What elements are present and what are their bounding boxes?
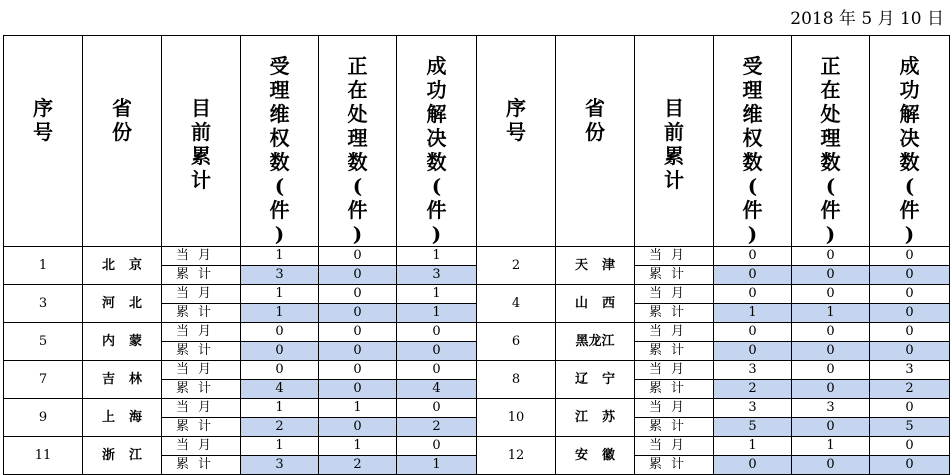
province-cell: 江苏 — [556, 399, 635, 437]
header-resolved: 成 功 解 决 数 ( 件 ) — [397, 36, 477, 247]
seq-cell: 12 — [477, 437, 556, 475]
value-cell: 3 — [714, 399, 792, 418]
header-row — [4, 36, 950, 247]
seq-cell: 8 — [477, 361, 556, 399]
province-cell: 辽宁 — [556, 361, 635, 399]
header-processing: 正 在 处 理 数 ( 件 ) — [319, 36, 397, 247]
value-cell: 1 — [714, 304, 792, 323]
value-cell: 1 — [792, 304, 870, 323]
value-cell: 0 — [319, 247, 397, 266]
value-cell: 0 — [792, 418, 870, 437]
value-cell: 3 — [870, 361, 950, 380]
period-current-label: 当月 — [635, 247, 714, 266]
period-current-label: 当月 — [635, 361, 714, 380]
value-cell: 0 — [792, 456, 870, 475]
value-cell: 0 — [792, 361, 870, 380]
period-current-label: 当月 — [162, 399, 241, 418]
value-cell: 0 — [714, 285, 792, 304]
value-cell: 0 — [241, 342, 319, 361]
seq-cell: 11 — [4, 437, 83, 475]
value-cell: 0 — [714, 456, 792, 475]
value-cell: 0 — [714, 247, 792, 266]
value-cell: 0 — [870, 323, 950, 342]
value-cell: 0 — [397, 342, 477, 361]
value-cell: 0 — [319, 323, 397, 342]
header-period: 目 前 累 计 — [635, 36, 714, 247]
value-cell: 0 — [870, 304, 950, 323]
period-current-label: 当月 — [635, 437, 714, 456]
seq-cell: 4 — [477, 285, 556, 323]
header-seq: 序 号 — [477, 36, 556, 247]
value-cell: 0 — [714, 342, 792, 361]
period-cumulative-label: 累计 — [635, 342, 714, 361]
period-cumulative-label: 累计 — [635, 304, 714, 323]
province-cell: 北京 — [83, 247, 162, 285]
table-row — [4, 323, 950, 342]
province-cell: 吉林 — [83, 361, 162, 399]
value-cell: 0 — [397, 361, 477, 380]
value-cell: 1 — [792, 437, 870, 456]
value-cell: 0 — [319, 266, 397, 285]
province-cell: 山西 — [556, 285, 635, 323]
header-province: 省 份 — [556, 36, 635, 247]
period-cumulative-label: 累计 — [162, 266, 241, 285]
province-cell: 内蒙 — [83, 323, 162, 361]
value-cell: 0 — [792, 285, 870, 304]
province-cell: 河北 — [83, 285, 162, 323]
period-cumulative-label: 累计 — [162, 342, 241, 361]
value-cell: 2 — [241, 418, 319, 437]
value-cell: 0 — [870, 342, 950, 361]
value-cell: 1 — [319, 437, 397, 456]
seq-cell: 6 — [477, 323, 556, 361]
period-current-label: 当月 — [635, 399, 714, 418]
period-cumulative-label: 累计 — [635, 456, 714, 475]
rights-protection-table — [3, 35, 950, 475]
value-cell: 0 — [241, 361, 319, 380]
value-cell: 1 — [397, 456, 477, 475]
period-cumulative-label: 累计 — [635, 380, 714, 399]
value-cell: 1 — [397, 247, 477, 266]
period-cumulative-label: 累计 — [162, 304, 241, 323]
value-cell: 0 — [870, 247, 950, 266]
seq-cell: 2 — [477, 247, 556, 285]
period-cumulative-label: 累计 — [635, 266, 714, 285]
value-cell: 0 — [870, 399, 950, 418]
value-cell: 0 — [870, 266, 950, 285]
table-row — [4, 361, 950, 380]
seq-cell: 10 — [477, 399, 556, 437]
header-accepted: 受 理 维 权 数 ( 件 ) — [241, 36, 319, 247]
period-current-label: 当月 — [162, 323, 241, 342]
value-cell: 3 — [714, 361, 792, 380]
table-row — [4, 247, 950, 266]
seq-cell: 9 — [4, 399, 83, 437]
value-cell: 5 — [870, 418, 950, 437]
value-cell: 0 — [870, 456, 950, 475]
period-cumulative-label: 累计 — [162, 418, 241, 437]
value-cell: 1 — [397, 285, 477, 304]
table-row — [4, 399, 950, 418]
value-cell: 1 — [241, 304, 319, 323]
value-cell: 2 — [397, 418, 477, 437]
province-cell: 安徽 — [556, 437, 635, 475]
period-current-label: 当月 — [635, 323, 714, 342]
value-cell: 0 — [870, 437, 950, 456]
header-accepted: 受 理 维 权 数 ( 件 ) — [714, 36, 792, 247]
period-cumulative-label: 累计 — [635, 418, 714, 437]
value-cell: 2 — [319, 456, 397, 475]
seq-cell: 1 — [4, 247, 83, 285]
period-current-label: 当月 — [162, 361, 241, 380]
header-resolved: 成 功 解 决 数 ( 件 ) — [870, 36, 950, 247]
value-cell: 1 — [241, 285, 319, 304]
value-cell: 4 — [241, 380, 319, 399]
header-province: 省 份 — [83, 36, 162, 247]
header-seq: 序 号 — [4, 36, 83, 247]
value-cell: 3 — [241, 456, 319, 475]
province-cell: 黑龙江 — [556, 323, 635, 361]
value-cell: 0 — [397, 437, 477, 456]
value-cell: 5 — [714, 418, 792, 437]
value-cell: 0 — [319, 285, 397, 304]
province-cell: 上海 — [83, 399, 162, 437]
value-cell: 0 — [319, 342, 397, 361]
province-cell: 天津 — [556, 247, 635, 285]
value-cell: 0 — [714, 266, 792, 285]
header-period: 目 前 累 计 — [162, 36, 241, 247]
period-cumulative-label: 累计 — [162, 380, 241, 399]
value-cell: 3 — [397, 266, 477, 285]
table-row — [4, 437, 950, 456]
period-current-label: 当月 — [162, 247, 241, 266]
value-cell: 0 — [792, 323, 870, 342]
value-cell: 1 — [319, 399, 397, 418]
table-row — [4, 285, 950, 304]
header-processing: 正 在 处 理 数 ( 件 ) — [792, 36, 870, 247]
value-cell: 0 — [319, 304, 397, 323]
period-current-label: 当月 — [162, 285, 241, 304]
value-cell: 0 — [792, 247, 870, 266]
value-cell: 4 — [397, 380, 477, 399]
value-cell: 0 — [792, 342, 870, 361]
value-cell: 2 — [870, 380, 950, 399]
province-cell: 浙江 — [83, 437, 162, 475]
value-cell: 1 — [397, 304, 477, 323]
value-cell: 0 — [870, 285, 950, 304]
value-cell: 3 — [792, 399, 870, 418]
value-cell: 0 — [792, 380, 870, 399]
value-cell: 0 — [241, 323, 319, 342]
seq-cell: 3 — [4, 285, 83, 323]
value-cell: 0 — [714, 323, 792, 342]
seq-cell: 7 — [4, 361, 83, 399]
value-cell: 0 — [319, 361, 397, 380]
value-cell: 1 — [241, 437, 319, 456]
value-cell: 1 — [241, 247, 319, 266]
value-cell: 1 — [241, 399, 319, 418]
value-cell: 0 — [792, 266, 870, 285]
period-current-label: 当月 — [162, 437, 241, 456]
value-cell: 0 — [397, 399, 477, 418]
value-cell: 0 — [319, 418, 397, 437]
period-current-label: 当月 — [635, 285, 714, 304]
value-cell: 1 — [714, 437, 792, 456]
value-cell: 2 — [714, 380, 792, 399]
seq-cell: 5 — [4, 323, 83, 361]
value-cell: 0 — [397, 323, 477, 342]
period-cumulative-label: 累计 — [162, 456, 241, 475]
report-date: 2018 年 5 月 10 日 — [790, 9, 944, 29]
value-cell: 0 — [319, 380, 397, 399]
value-cell: 3 — [241, 266, 319, 285]
